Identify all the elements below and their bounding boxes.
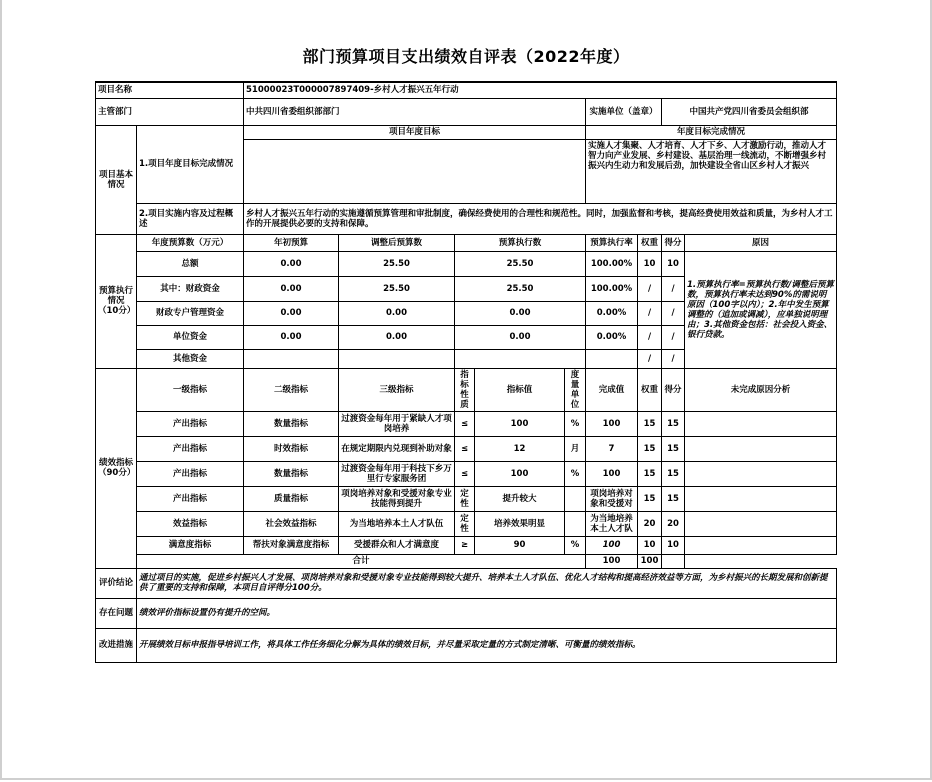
perf-row-done: 100 — [586, 411, 638, 436]
budget-row-initial: 0.00 — [244, 251, 339, 276]
perf-row-weight: 15 — [638, 486, 662, 511]
perf-row-l3: 受援群众和人才满意度 — [339, 536, 455, 554]
dept-value: 中共四川省委组织部部门 — [244, 98, 586, 125]
perf-row-reason — [685, 511, 837, 536]
perf-row-value: 12 — [475, 436, 565, 461]
perf-row-l3: 为当地培养本土人才队伍 — [339, 511, 455, 536]
project-name-value: 51000023T000007897409-乡村人才振兴五年行动 — [244, 82, 837, 98]
basic-row1-done: 实施人才集聚、人才培育、人才下乡、人才激励行动，推动人才智力向产业发展、乡村建设、基层治理一线流动，不断增强乡村振兴内生动力和发展后劲，加快建设全省山区乡村人才振兴 — [586, 139, 837, 203]
perf-row-value: 100 — [475, 461, 565, 486]
budget-header-reason: 原因 — [685, 234, 837, 251]
conclusion-label: 评价结论 — [96, 568, 137, 598]
perf-row-score: 15 — [662, 436, 685, 461]
perf-header-reason: 未完成原因分析 — [685, 368, 837, 411]
perf-row-weight: 20 — [638, 511, 662, 536]
budget-row-weight: / — [638, 276, 662, 301]
perf-row-unit: % — [565, 461, 586, 486]
evaluation-table — [95, 81, 837, 663]
project-name-label: 项目名称 — [96, 82, 244, 98]
total-reason — [662, 554, 685, 568]
page-title: 部门预算项目支出绩效自评表（2022年度） — [302, 47, 630, 66]
perf-header-unit: 度量单位 — [565, 368, 586, 411]
perf-row-nature: 定性 — [455, 511, 475, 536]
perf-row-l1: 产出指标 — [137, 436, 244, 461]
perf-row-l2: 质量指标 — [244, 486, 339, 511]
budget-row-rate: 0.00% — [586, 301, 638, 325]
impl-unit-value: 中国共产党四川省委员会组织部 — [662, 98, 837, 125]
perf-row-l2: 时效指标 — [244, 436, 339, 461]
budget-header-weight: 权重 — [638, 234, 662, 251]
perf-row-score: 15 — [662, 461, 685, 486]
perf-row-l1: 产出指标 — [137, 411, 244, 436]
budget-row-initial: 0.00 — [244, 301, 339, 325]
perf-header-nature: 指标性质 — [455, 368, 475, 411]
budget-row-label: 财政专户管理资金 — [137, 301, 244, 325]
budget-row-executed — [455, 349, 586, 368]
perf-row-reason — [685, 486, 837, 511]
budget-row-score: 10 — [662, 251, 685, 276]
budget-row-label: 单位资金 — [137, 325, 244, 349]
perf-row-nature: ≤ — [455, 411, 475, 436]
perf-row-weight: 15 — [638, 411, 662, 436]
perf-row-l3: 过渡资金每年用于紧缺人才项岗培养 — [339, 411, 455, 436]
perf-row-reason — [685, 536, 837, 554]
budget-row-rate: 100.00% — [586, 276, 638, 301]
perf-row-nature: ≥ — [455, 536, 475, 554]
budget-header-year: 年度预算数（万元） — [137, 234, 244, 251]
budget-row-adjusted: 25.50 — [339, 251, 455, 276]
budget-row-weight: / — [638, 301, 662, 325]
issues-label: 存在问题 — [96, 598, 137, 628]
perf-header-l3: 三级指标 — [339, 368, 455, 411]
budget-row-executed: 25.50 — [455, 276, 586, 301]
perf-header-done: 完成值 — [586, 368, 638, 411]
basic-row1-label: 1.项目年度目标完成情况 — [137, 125, 244, 203]
budget-header-initial: 年初预算 — [244, 234, 339, 251]
budget-header-score: 得分 — [662, 234, 685, 251]
perf-row-done: 7 — [586, 436, 638, 461]
perf-row-done: 项岗培养对象和受援对 — [586, 486, 638, 511]
budget-row-weight: 10 — [638, 251, 662, 276]
budget-header-rate: 预算执行率 — [586, 234, 638, 251]
perf-row-l1: 效益指标 — [137, 511, 244, 536]
improve-label: 改进措施 — [96, 628, 137, 662]
perf-row-nature: ≤ — [455, 461, 475, 486]
perf-row-value: 提升较大 — [475, 486, 565, 511]
perf-row-l3: 过渡资金每年用于科技下乡万里行专家服务团 — [339, 461, 455, 486]
perf-row-l1: 产出指标 — [137, 461, 244, 486]
improve-text: 开展绩效目标申报指导培训工作，将具体工作任务细化分解为具体的绩效目标，并尽量采取定量的方式制定清晰、可衡量的绩效指标。 — [137, 628, 837, 662]
perf-row-unit — [565, 511, 586, 536]
budget-row-executed: 25.50 — [455, 251, 586, 276]
budget-header-executed: 预算执行数 — [455, 234, 586, 251]
perf-row-l1: 满意度指标 — [137, 536, 244, 554]
perf-row-unit — [565, 486, 586, 511]
total-score: 100 — [638, 554, 662, 568]
perf-row-nature: ≤ — [455, 436, 475, 461]
budget-row-adjusted: 0.00 — [339, 325, 455, 349]
perf-row-l2: 社会效益指标 — [244, 511, 339, 536]
perf-row-score: 10 — [662, 536, 685, 554]
total-weight: 100 — [586, 554, 638, 568]
perf-row-value: 培养效果明显 — [475, 511, 565, 536]
basic-col-done: 年度目标完成情况 — [586, 125, 837, 139]
budget-row-score: / — [662, 325, 685, 349]
budget-row-rate — [586, 349, 638, 368]
impl-unit-label: 实施单位（盖章） — [586, 98, 662, 125]
perf-row-value: 100 — [475, 411, 565, 436]
perf-header-weight: 权重 — [638, 368, 662, 411]
basic-col-goal: 项目年度目标 — [244, 125, 586, 139]
perf-row-weight: 15 — [638, 436, 662, 461]
perf-row-value: 90 — [475, 536, 565, 554]
perf-row-score: 15 — [662, 486, 685, 511]
perf-row-unit: % — [565, 411, 586, 436]
basic-row1-goal — [244, 139, 586, 203]
dept-label: 主管部门 — [96, 98, 244, 125]
budget-row-executed: 0.00 — [455, 301, 586, 325]
budget-row-label: 其他资金 — [137, 349, 244, 368]
budget-row-initial — [244, 349, 339, 368]
basic-row2-text: 乡村人才振兴五年行动的实施遵循预算管理和审批制度，确保经费使用的合理性和规范性。同时，加强监督和考核，提高经费使用效益和质量，为乡村人才工作的开展提供必要的支持和保障。 — [244, 203, 837, 234]
budget-row-adjusted: 0.00 — [339, 301, 455, 325]
perf-row-l3: 在规定期限内兑现到补助对象 — [339, 436, 455, 461]
budget-section-label: 预算执行情况（10分） — [96, 234, 137, 368]
perf-header-value: 指标值 — [475, 368, 565, 411]
perf-header-score: 得分 — [662, 368, 685, 411]
budget-row-adjusted: 25.50 — [339, 276, 455, 301]
total-label: 合计 — [137, 554, 586, 568]
budget-row-initial: 0.00 — [244, 276, 339, 301]
perf-header-l1: 一级指标 — [137, 368, 244, 411]
perf-row-l3: 项岗培养对象和受援对象专业技能得到提升 — [339, 486, 455, 511]
perf-row-l2: 数量指标 — [244, 411, 339, 436]
perf-row-l1: 产出指标 — [137, 486, 244, 511]
perf-row-weight: 10 — [638, 536, 662, 554]
basic-section-label: 项目基本情况 — [96, 125, 137, 234]
budget-row-rate: 100.00% — [586, 251, 638, 276]
perf-row-score: 20 — [662, 511, 685, 536]
budget-row-label: 总额 — [137, 251, 244, 276]
budget-row-label: 其中：财政资金 — [137, 276, 244, 301]
budget-row-weight: / — [638, 349, 662, 368]
issues-text: 绩效评价指标设置仍有提升的空间。 — [137, 598, 837, 628]
budget-row-score: / — [662, 301, 685, 325]
perf-row-l2: 数量指标 — [244, 461, 339, 486]
budget-row-score: / — [662, 349, 685, 368]
perf-row-unit: 月 — [565, 436, 586, 461]
perf-row-reason — [685, 461, 837, 486]
perf-row-l2: 帮扶对象满意度指标 — [244, 536, 339, 554]
perf-row-nature: 定性 — [455, 486, 475, 511]
perf-row-weight: 15 — [638, 461, 662, 486]
perf-section-label: 绩效指标（90分） — [96, 368, 137, 568]
perf-row-reason — [685, 411, 837, 436]
budget-reason-note: 1.预算执行率=预算执行数/调整后预算数，预算执行率未达到90%的需说明原因（100字以内）；2.年中发生预算调整的（追加或调减），应单独说明理由；3.其他资金包括：社会投入资金、银行贷款。 — [685, 251, 837, 368]
budget-row-initial: 0.00 — [244, 325, 339, 349]
perf-row-done: 为当地培养本土人才队 — [586, 511, 638, 536]
budget-row-adjusted — [339, 349, 455, 368]
conclusion-text: 通过项目的实施，促进乡村振兴人才发展、项岗培养对象和受援对象专业技能得到较大提升、培养本土人才队伍、优化人才结构和提高经济效益等方面，为乡村振兴的长期发展和创新提供了重要的支持和保障，本项目自评得分100分。 — [137, 568, 837, 598]
budget-row-score: / — [662, 276, 685, 301]
budget-row-rate: 0.00% — [586, 325, 638, 349]
budget-row-executed: 0.00 — [455, 325, 586, 349]
perf-header-l2: 二级指标 — [244, 368, 339, 411]
perf-row-reason — [685, 436, 837, 461]
perf-row-done: 100 — [586, 536, 638, 554]
perf-row-score: 15 — [662, 411, 685, 436]
budget-header-adjusted: 调整后预算数 — [339, 234, 455, 251]
perf-row-unit: % — [565, 536, 586, 554]
perf-row-done: 100 — [586, 461, 638, 486]
budget-row-weight: / — [638, 325, 662, 349]
basic-row2-label: 2.项目实施内容及过程概述 — [137, 203, 244, 234]
